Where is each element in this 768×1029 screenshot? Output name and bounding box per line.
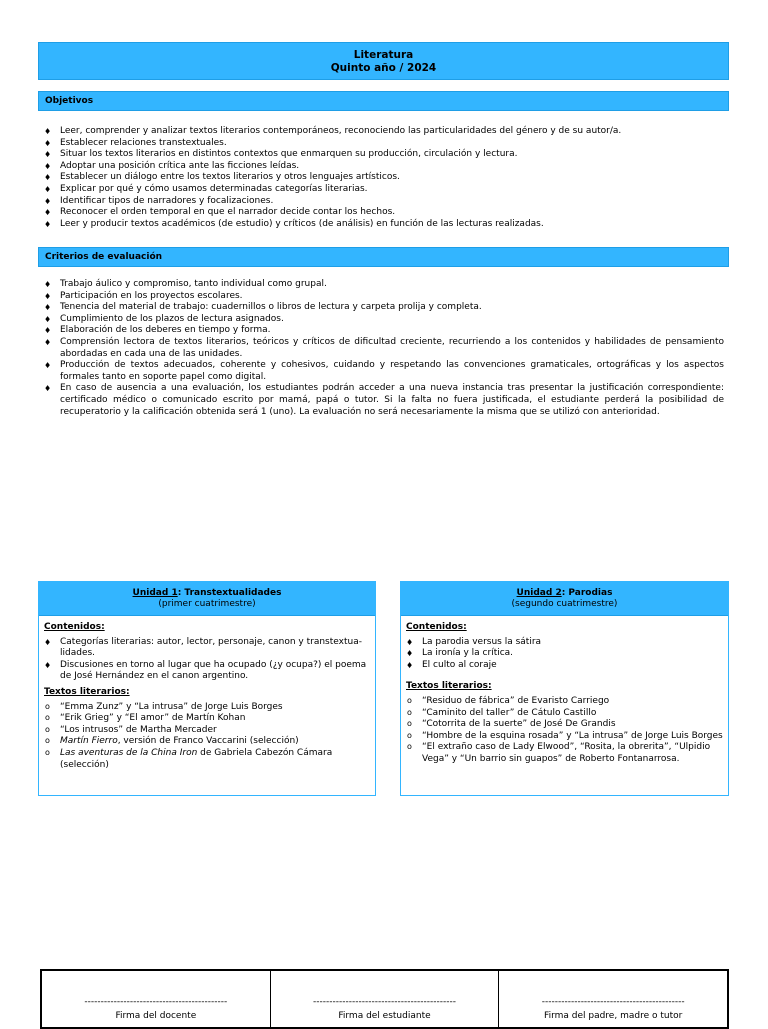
list-item: ♦ Cumplimiento de los plazos de lectura asignados. <box>44 314 724 326</box>
list-item: ♦ Adoptar una posición crítica ante las ficciones leídas. <box>44 161 724 173</box>
unit-1-header <box>39 582 375 616</box>
signature-cell-docente <box>42 971 271 1027</box>
list-item: ♦ Trabajo áulico y compromiso, tanto individual como grupal. <box>44 279 724 291</box>
list-item: o Las aventuras de la China Iron de Gabriela Cabezón Cámara (selección) <box>44 748 370 771</box>
unit-1-title <box>39 587 375 599</box>
title-banner <box>38 42 729 80</box>
list-item: o “Los intrusos” de Martha Mercader <box>44 725 370 737</box>
list-item: o “Cotorrita de la suerte” de José De Grandis <box>406 719 723 731</box>
list-item: ♦ Producción de textos adecuados, coherente y cohesivos, cuidando y respetando las convenciones gramaticales, ortográficas y los aspectos formales tanto en soporte papel como digital. <box>44 360 724 383</box>
unit-1-textos-list <box>44 702 370 772</box>
criterios-list <box>44 279 724 418</box>
unit-2-name: : Parodias <box>561 588 613 598</box>
signature-cell-padre <box>499 971 727 1027</box>
unit-2-textos-list <box>406 696 723 766</box>
list-item: ♦ Establecer un diálogo entre los textos literarios y otros lenguajes artísticos. <box>44 172 724 184</box>
unit-2-contenidos-label: Contenidos: <box>406 622 467 632</box>
unit-1-number: Unidad 1 <box>132 588 178 598</box>
unit-2-textos-label: Textos literarios: <box>406 681 492 692</box>
list-item: ♦ Leer, comprender y analizar textos literarios contemporáneos, reconociendo las particularidades del género y de su autor/a. <box>44 126 724 138</box>
list-item: ♦ Situar los textos literarios en distintos contextos que enmarquen su producción, circulación y lectura. <box>44 149 724 161</box>
list-item: o “Hombre de la esquina rosada” y “La intrusa” de Jorge Luis Borges <box>406 731 723 743</box>
signature-line: -------------------------------------------- <box>541 997 685 1007</box>
list-item: ♦ Categorías literarias: autor, lector, personaje, canon y transtextua-lidades. <box>44 637 370 660</box>
unit-1-contenidos-list <box>44 637 370 683</box>
unit-2-title <box>401 587 728 599</box>
unit-1-period: (primer cuatrimestre) <box>158 599 256 609</box>
unit-2-contenidos-list <box>406 637 723 672</box>
criterios-heading: Criterios de evaluación <box>38 247 729 267</box>
list-item: o “Caminito del taller” de Cátulo Castillo <box>406 708 723 720</box>
list-item: o “Emma Zunz” y “La intrusa” de Jorge Luis Borges <box>44 702 370 714</box>
signature-table <box>40 969 729 1029</box>
list-item: ♦ Elaboración de los deberes en tiempo y forma. <box>44 325 724 337</box>
unit-1-contenidos-label: Contenidos: <box>44 622 105 632</box>
signature-line: -------------------------------------------- <box>313 997 456 1007</box>
unit-1-box <box>38 581 376 796</box>
signature-line: -------------------------------------------- <box>84 997 228 1007</box>
list-item: ♦ El culto al coraje <box>406 660 723 672</box>
list-item: o Martín Fierro, versión de Franco Vaccarini (selección) <box>44 736 370 748</box>
list-item: ♦ Participación en los proyectos escolares. <box>44 291 724 303</box>
unit-1-textos-label: Textos literarios: <box>44 686 130 697</box>
list-item: o “El extraño caso de Lady Elwood”, “Rosita, la obrerita”, “Ulpidio Vega” y “Un barrio sin guapos” de Roberto Fontanarrosa. <box>406 742 723 765</box>
document-title: Literatura <box>353 49 414 61</box>
list-item: ♦ Leer y producir textos académicos (de estudio) y críticos (de análisis) en función de las lecturas realizadas. <box>44 219 724 231</box>
signature-cell-estudiante <box>271 971 500 1027</box>
unit-2-header <box>401 582 728 616</box>
list-item: ♦ Tenencia del material de trabajo: cuadernillos o libros de lectura y carpeta prolija y completa. <box>44 302 724 314</box>
list-item: ♦ Discusiones en torno al lugar que ha ocupado (¿y ocupa?) el poema de José Hernández en el canon argentino. <box>44 660 370 683</box>
list-item: ♦ La ironía y la crítica. <box>406 648 723 660</box>
list-item: ♦ En caso de ausencia a una evaluación, los estudiantes podrán acceder a una nueva instancia tras presentar la justificación correspondiente: certificado médico o comunicado escrito por mamá, papá o tutor. Si la falta no fuera justificada, el estudiante perderá la posibilidad de recuperatorio y la calificación obtenida será 1 (uno). La evaluación no será necesariamente la misma que se utilizó con anterioridad. <box>44 383 724 418</box>
unit-2-number: Unidad 2 <box>516 588 562 598</box>
unit-1-name: : Transtextualidades <box>177 588 282 598</box>
list-item: o “Erik Grieg” y “El amor” de Martín Kohan <box>44 713 370 725</box>
document-subtitle: Quinto año / 2024 <box>330 62 437 74</box>
list-item: ♦ Explicar por qué y cómo usamos determinadas categorías literarias. <box>44 184 724 196</box>
objetivos-list <box>44 126 724 230</box>
list-item: ♦ Establecer relaciones transtextuales. <box>44 138 724 150</box>
unit-2-box <box>400 581 729 796</box>
unit-2-period: (segundo cuatrimestre) <box>511 599 618 609</box>
signature-label-docente: Firma del docente <box>115 1011 197 1021</box>
objetivos-heading: Objetivos <box>38 91 729 111</box>
signature-label-estudiante: Firma del estudiante <box>338 1011 431 1021</box>
list-item: ♦ Identificar tipos de narradores y focalizaciones. <box>44 196 724 208</box>
list-item: ♦ Comprensión lectora de textos literarios, teóricos y críticos de dificultad creciente, recurriendo a los contenidos y habilidades de pensamiento abordadas en cada una de las unidades. <box>44 337 724 360</box>
list-item: ♦ Reconocer el orden temporal en que el narrador decide contar los hechos. <box>44 207 724 219</box>
list-item: o “Residuo de fábrica” de Evaristo Carriego <box>406 696 723 708</box>
signature-label-padre: Firma del padre, madre o tutor <box>544 1011 683 1021</box>
list-item: ♦ La parodia versus la sátira <box>406 637 723 649</box>
